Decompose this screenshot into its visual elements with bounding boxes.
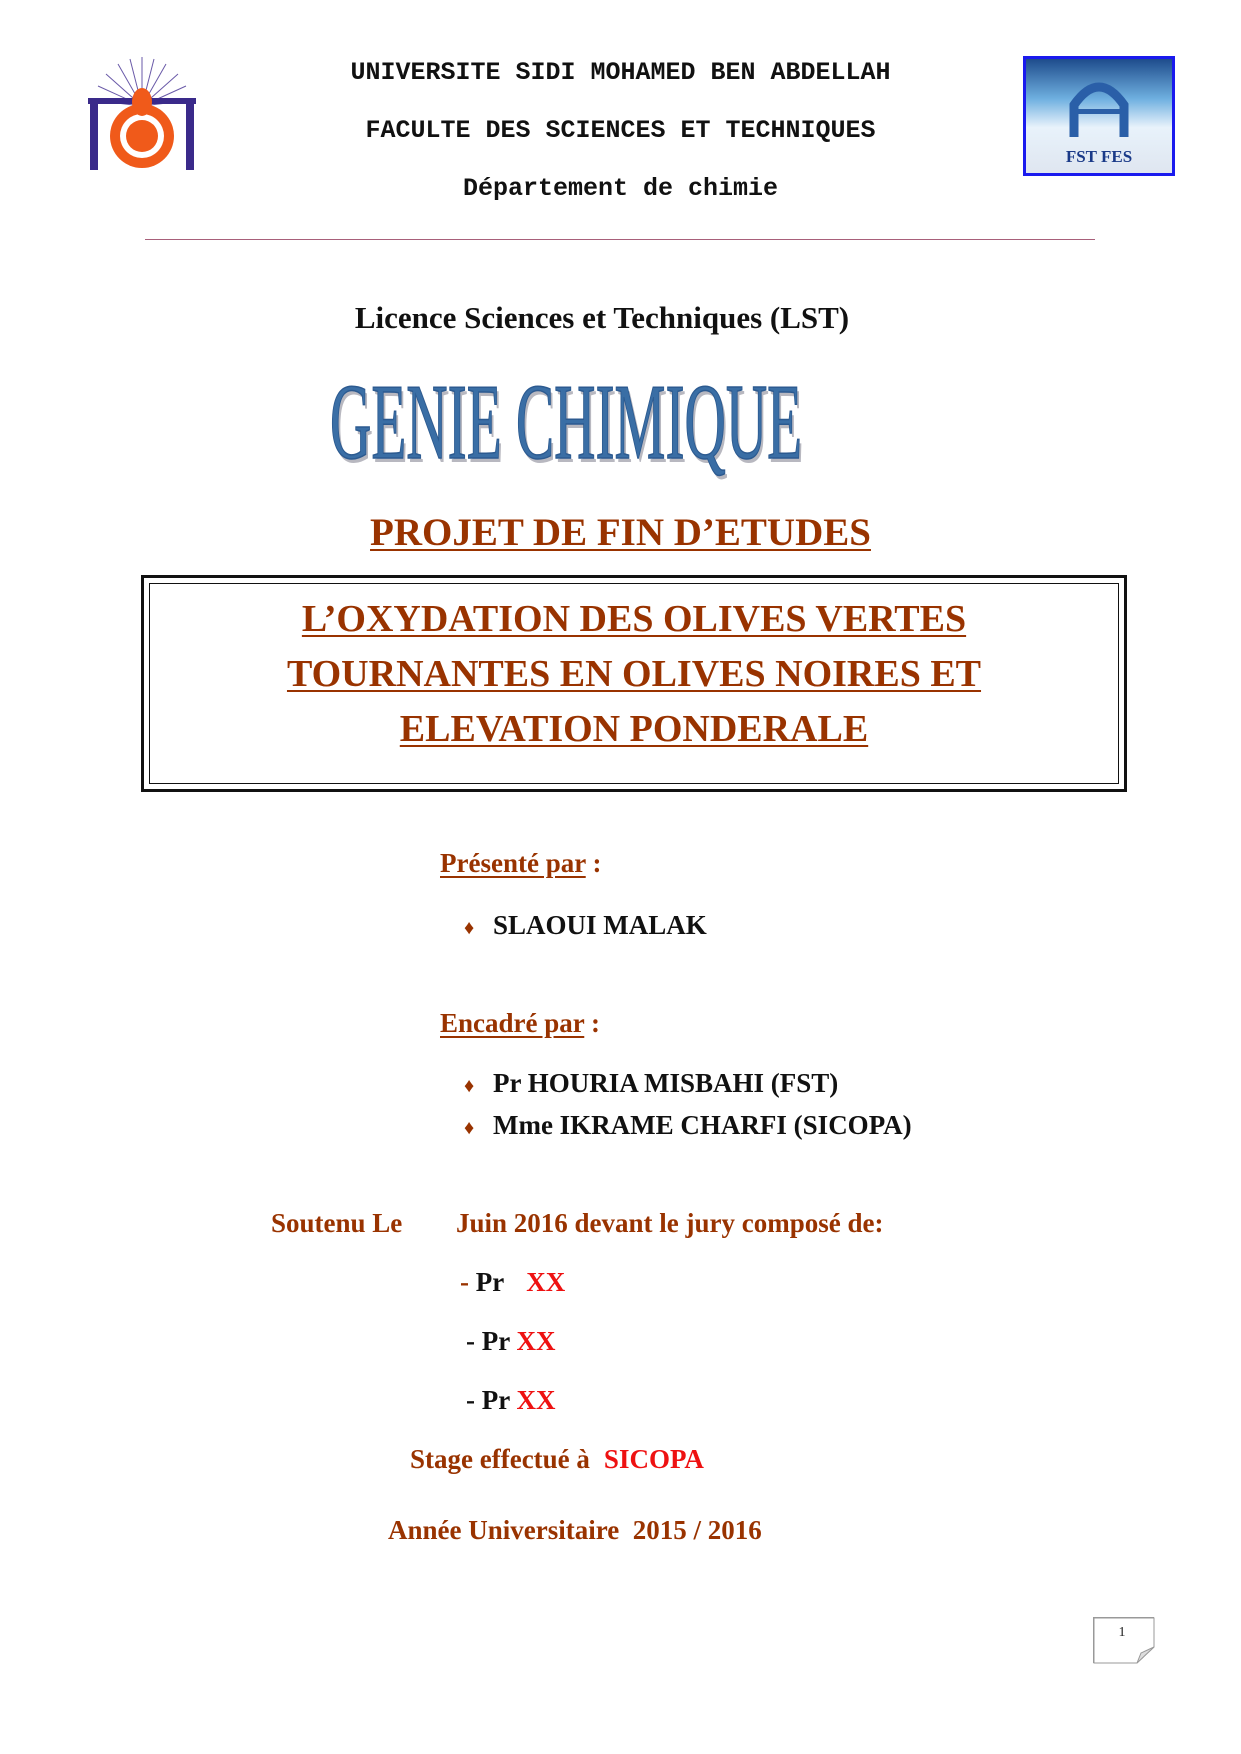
student-name: SLAOUI MALAK [492, 910, 707, 940]
title-line: ELEVATION PONDERALE [399, 708, 869, 750]
major-wordart [330, 363, 830, 482]
supervisor-name: Pr HOURIA MISBAHI (FST) [492, 1068, 839, 1098]
supervised-colon: : [584, 1008, 601, 1038]
jury-title: Pr [481, 1385, 510, 1415]
project-label: PROJET DE FIN D’ETUDES [370, 511, 871, 554]
diamond-bullet-icon: ♦ [464, 1075, 475, 1097]
department-name: Département de chimie [462, 174, 779, 203]
supervisor-item [464, 1068, 838, 1099]
diamond-bullet-icon: ♦ [464, 917, 475, 939]
student-item [464, 910, 707, 941]
presented-colon: : [585, 848, 602, 878]
presented-label: Présenté par [440, 848, 586, 878]
academic-year: Année Universitaire 2015 / 2016 [388, 1515, 762, 1545]
title-line: TOURNANTES EN OLIVES NOIRES ET [286, 653, 982, 695]
supervised-heading [440, 1008, 600, 1039]
internship-company: SICOPA [603, 1444, 704, 1474]
jury-name: XX [526, 1267, 566, 1297]
presented-heading [440, 848, 601, 879]
university-name: UNIVERSITE SIDI MOHAMED BEN ABDELLAH [350, 58, 891, 87]
defense-label: Soutenu Le [271, 1208, 403, 1238]
supervisor-name: Mme IKRAME CHARFI (SICOPA) [492, 1110, 912, 1140]
project-title [144, 592, 1124, 757]
jury-name: XX [516, 1385, 556, 1415]
diamond-bullet-icon: ♦ [464, 1117, 475, 1139]
jury-title: Pr [475, 1267, 505, 1297]
jury-member [460, 1267, 565, 1298]
supervised-label: Encadré par [440, 1008, 585, 1038]
right-logo-text: FST FES [1065, 147, 1133, 166]
defense-text: Juin 2016 devant le jury composé de: [456, 1208, 884, 1238]
internship-line [410, 1444, 704, 1475]
jury-dash: - [460, 1267, 476, 1297]
supervisor-item [464, 1110, 912, 1141]
title-box [141, 575, 1127, 792]
jury-name: XX [516, 1326, 556, 1356]
page-number-box [1093, 1617, 1154, 1663]
faculty-name: FACULTE DES SCIENCES ET TECHNIQUES [365, 116, 876, 145]
title-line: L’OXYDATION DES OLIVES VERTES [301, 598, 967, 640]
jury-member [466, 1326, 556, 1357]
header-divider [145, 239, 1095, 240]
major-title: GENIE CHIMIQUE [330, 363, 803, 482]
program-name: Licence Sciences et Techniques (LST) [354, 300, 850, 335]
jury-member [466, 1385, 556, 1416]
jury-dash: - [466, 1385, 482, 1415]
internship-label: Stage effectué à [410, 1444, 590, 1474]
page-number: 1 [1118, 1625, 1126, 1640]
jury-title: Pr [481, 1326, 510, 1356]
jury-dash: - [466, 1326, 482, 1356]
